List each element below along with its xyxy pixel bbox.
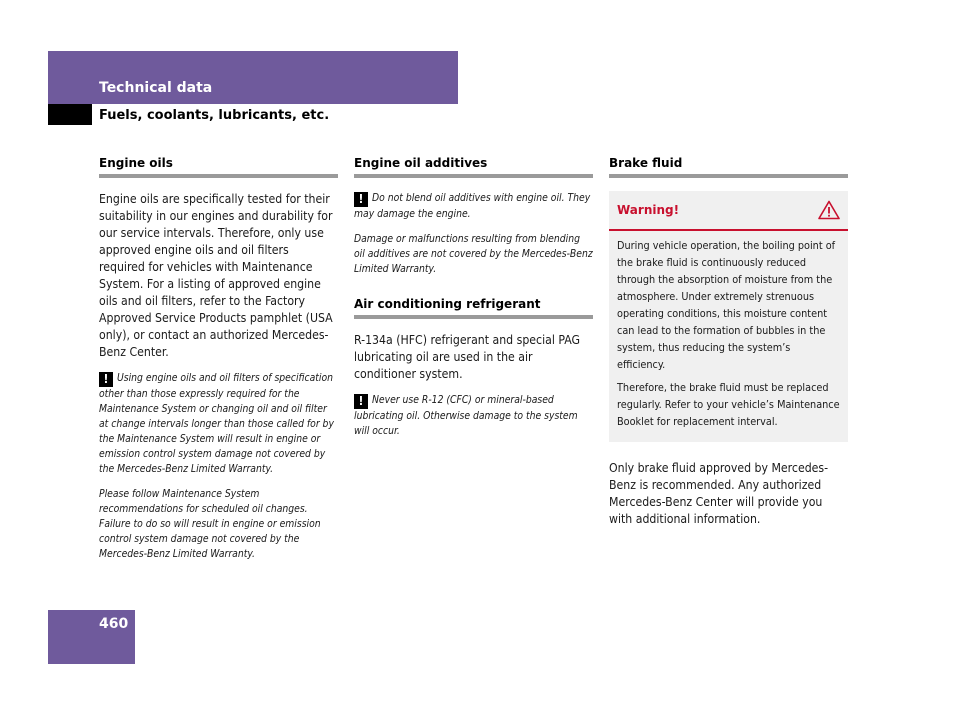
- additives-note-1-text: Do not blend oil additives with engine oil. They may damage the engine.: [354, 192, 591, 220]
- exclamation-icon: !: [99, 372, 113, 387]
- warning-paragraph-1: During vehicle operation, the boiling point of the brake fluid is continuously reduced through the absorption of moisture from the atmosphere. Under extremely strenuous operating conditions, this moisture content can lead to the formation of bubbles in the system, thus reducing the system’s efficiency.: [617, 239, 836, 371]
- column-engine-oils: [99, 156, 338, 572]
- additives-note-2: Damage or malfunctions resulting from blending oil additives are not covered by the Mercedes-Benz Limited Warranty.: [354, 233, 593, 275]
- section-title: Technical data: [99, 80, 213, 96]
- exclamation-icon: !: [354, 394, 368, 409]
- header-band: [48, 51, 458, 104]
- warning-label: Warning!: [617, 203, 680, 217]
- subsection-title: Fuels, coolants, lubricants, etc.: [99, 108, 330, 123]
- heading-brake-fluid: Brake fluid: [609, 156, 848, 178]
- warning-box: [609, 191, 848, 442]
- column-brake-fluid: [609, 156, 848, 538]
- warning-paragraph-2: Therefore, the brake fluid must be replaced regularly. Refer to your vehicle’s Maintenance Booklet for replacement interval.: [617, 381, 840, 428]
- warning-triangle-icon: [818, 200, 840, 220]
- warning-header: [609, 191, 848, 231]
- additives-note-1: [354, 191, 593, 222]
- heading-engine-oils: Engine oils: [99, 156, 338, 178]
- brake-fluid-body: Only brake fluid approved by Mercedes-Benz is recommended. Any authorized Mercedes-Benz Center will provide you with additional information.: [609, 461, 829, 526]
- exclamation-icon: !: [354, 192, 368, 207]
- heading-oil-additives: Engine oil additives: [354, 156, 593, 178]
- refrigerant-note-text: Never use R-12 (CFC) or mineral-based lubricating oil. Otherwise damage to the system will occur.: [354, 394, 578, 437]
- black-tab-marker: [48, 104, 92, 125]
- page-number: 460: [99, 616, 129, 632]
- refrigerant-note: [354, 393, 593, 439]
- engine-oils-note-1: [99, 371, 338, 477]
- refrigerant-body: R-134a (HFC) refrigerant and special PAG lubricating oil are used in the air conditioner system.: [354, 333, 580, 381]
- engine-oils-note-2: Please follow Maintenance System recommendations for scheduled oil changes. Failure to do so will result in engine or emission control system damage not covered by the Mercedes-Benz Limited Warranty.: [99, 488, 321, 560]
- heading-ac-refrigerant: Air conditioning refrigerant: [354, 297, 593, 319]
- column-additives: [354, 156, 593, 449]
- engine-oils-body: Engine oils are specifically tested for their suitability in our engines and durability for our service intervals. Therefore, only use approved engine oils and oil filters required for vehicles with Maintenance System. For a listing of approved engine oils and oil filters, refer to the Factory Approved Service Products pamphlet (USA only), or contact an authorized Mercedes-Benz Center.: [99, 192, 333, 359]
- engine-oils-note-1-text: Using engine oils and oil filters of specification other than those expressly required for the Maintenance System or changing oil and oil filter at change intervals longer than those called for by the Maintenance System will result in engine or emission control system damage not covered by the Mercedes-Benz Limited Warranty.: [99, 372, 334, 475]
